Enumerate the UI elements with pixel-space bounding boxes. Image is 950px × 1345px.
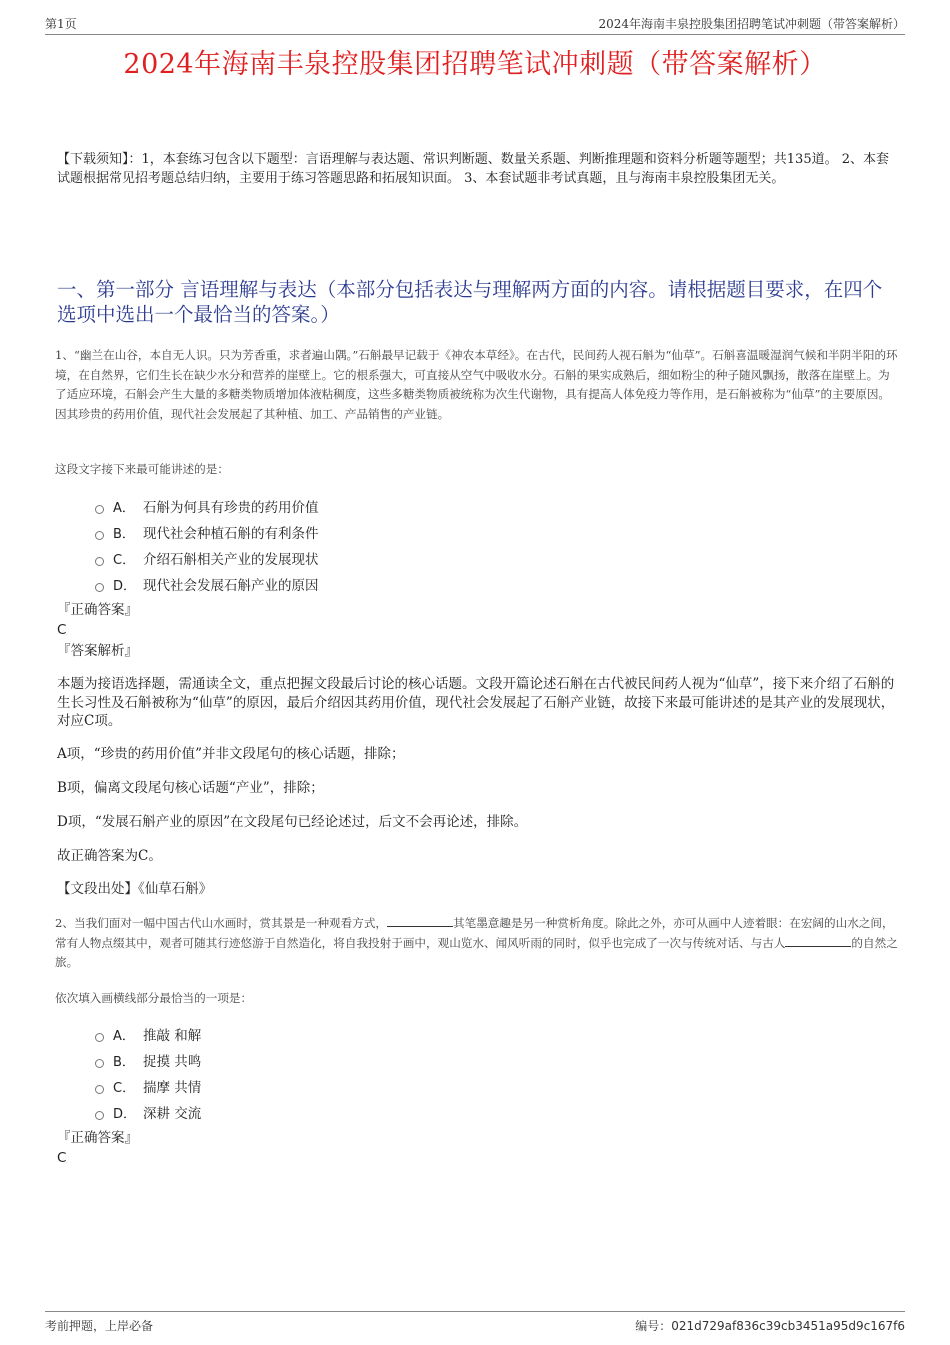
question-1-analysis: 本题为接语选择题，需通读全文，重点把握文段最后讨论的核心话题。文段开篇论述石斛在古代被民间药人视为“仙草”，接下来介绍了石斛的生长习性及石斛被称为“仙草”的原因，最后介绍因其药用价值，现代社会发展起了石斛产业链，故接下来最可能讲述的是其产业的发展现状，对应C项。 [57, 676, 895, 729]
radio-icon[interactable] [95, 557, 104, 566]
question-1-options [95, 493, 319, 597]
question-2-answer-label: 『正确答案』 [57, 1130, 138, 1146]
question-2-prompt: 依次填入画横线部分最恰当的一项是： [55, 991, 253, 1005]
question-1-prompt: 这段文字接下来最可能讲述的是： [55, 462, 229, 476]
fill-blank-1[interactable] [387, 915, 453, 927]
radio-icon[interactable] [95, 1059, 104, 1068]
question-1-point-d: D项，“发展石斛产业的原因”在文段尾句已经论述过，后文不会再论述，排除。 [57, 814, 528, 830]
question-1-option-a[interactable]: A． 石斛为何具有珍贵的药用价值 [95, 493, 319, 519]
question-2-option-d[interactable]: D． 深耕 交流 [95, 1099, 201, 1125]
question-1-analysis-label: 『答案解析』 [57, 643, 138, 659]
question-2-option-b[interactable]: B． 捉摸 共鸣 [95, 1047, 201, 1073]
question-1-option-c[interactable]: C． 介绍石斛相关产业的发展现状 [95, 545, 319, 571]
question-1-answer-label: 『正确答案』 [57, 602, 138, 618]
question-1-answer: C [57, 622, 67, 638]
page-number: 第1页 [45, 17, 77, 31]
question-2-answer: C [57, 1150, 67, 1166]
question-1-source: 【文段出处】《仙草石斛》 [57, 881, 213, 897]
document-title: 2024年海南丰泉控股集团招聘笔试冲刺题（带答案解析） [123, 49, 827, 80]
radio-icon[interactable] [95, 583, 104, 592]
radio-icon[interactable] [95, 505, 104, 514]
question-1-text: 1、“幽兰在山谷，本自无人识。只为芳香重，求者遍山隅。”石斛最早记载于《神农本草经》。在古代，民间药人视石斛为“仙草”。石斛喜温暖湿润气候和半阴半阳的环境，在自然界，它们生长在缺少水分和营养的崖壁上。它的根系强大，可直接从空气中吸收水分。石斛的果实成熟后，细如粉尘的种子随风飘扬，散落在崖壁上。为了适应环境，石斛会产生大量的多糖类物质增加体液粘稠度，这些多糖类物质被统称为次生代谢物，具有提高人体免疫力等作用，是石斛被称为“仙草”的主要原因。因其珍贵的药用价值，现代社会发展起了其种植、加工、产品销售的产业链。 [55, 348, 898, 421]
question-1-point-b: B项，偏离文段尾句核心话题“产业”，排除； [57, 780, 324, 796]
question-1-option-b[interactable]: B． 现代社会种植石斛的有利条件 [95, 519, 319, 545]
radio-icon[interactable] [95, 1033, 104, 1042]
radio-icon[interactable] [95, 531, 104, 540]
question-2-option-c[interactable]: C． 揣摩 共情 [95, 1073, 201, 1099]
question-1-point-a: A项，“珍贵的药用价值”并非文段尾句的核心话题，排除； [57, 746, 405, 762]
page-footer [45, 1311, 905, 1334]
footer-slogan: 考前押题，上岸必备 [45, 1319, 154, 1333]
radio-icon[interactable] [95, 1111, 104, 1120]
header-doc-name: 2024年海南丰泉控股集团招聘笔试冲刺题（带答案解析） [598, 17, 905, 31]
question-2-text: 2、当我们面对一幅中国古代山水画时，赏其景是一种观看方式， 其笔墨意趣是另一种赏析角度。除此之外，亦可从画中人迹着眼：在宏阔的山水之间，常有人物点缀其中，观者可随其行迹悠游于自然造化，将自我投射于画中，观山览水、闻风听雨的同时，似乎也完成了一次与传统对话、与古人 的自然之旅。 [55, 916, 898, 969]
fill-blank-2[interactable] [785, 935, 851, 947]
footer-code: 编号：021d729af836c39cb3451a95d9c167f6 [635, 1319, 905, 1333]
page-header [45, 12, 905, 35]
question-1-conclusion: 故正确答案为C。 [57, 848, 162, 864]
section-heading: 一、第一部分 言语理解与表达（本部分包括表达与理解两方面的内容。请根据题目要求，在四个选项中选出一个最恰当的答案。） [57, 278, 883, 326]
question-2-options [95, 1021, 201, 1125]
radio-icon[interactable] [95, 1085, 104, 1094]
download-notice: 【下载须知】：1，本套练习包含以下题型：言语理解与表达题、常识判断题、数量关系题、判断推理题和资料分析题等题型；共135道。 2、本套试题根据常见招考题总结归纳，主要用于练习答题思路和拓展知识面。 3、本套试题非考试真题，且与海南丰泉控股集团无关。 [57, 152, 889, 186]
question-2-option-a[interactable]: A． 推敲 和解 [95, 1021, 201, 1047]
question-1-option-d[interactable]: D． 现代社会发展石斛产业的原因 [95, 571, 319, 597]
